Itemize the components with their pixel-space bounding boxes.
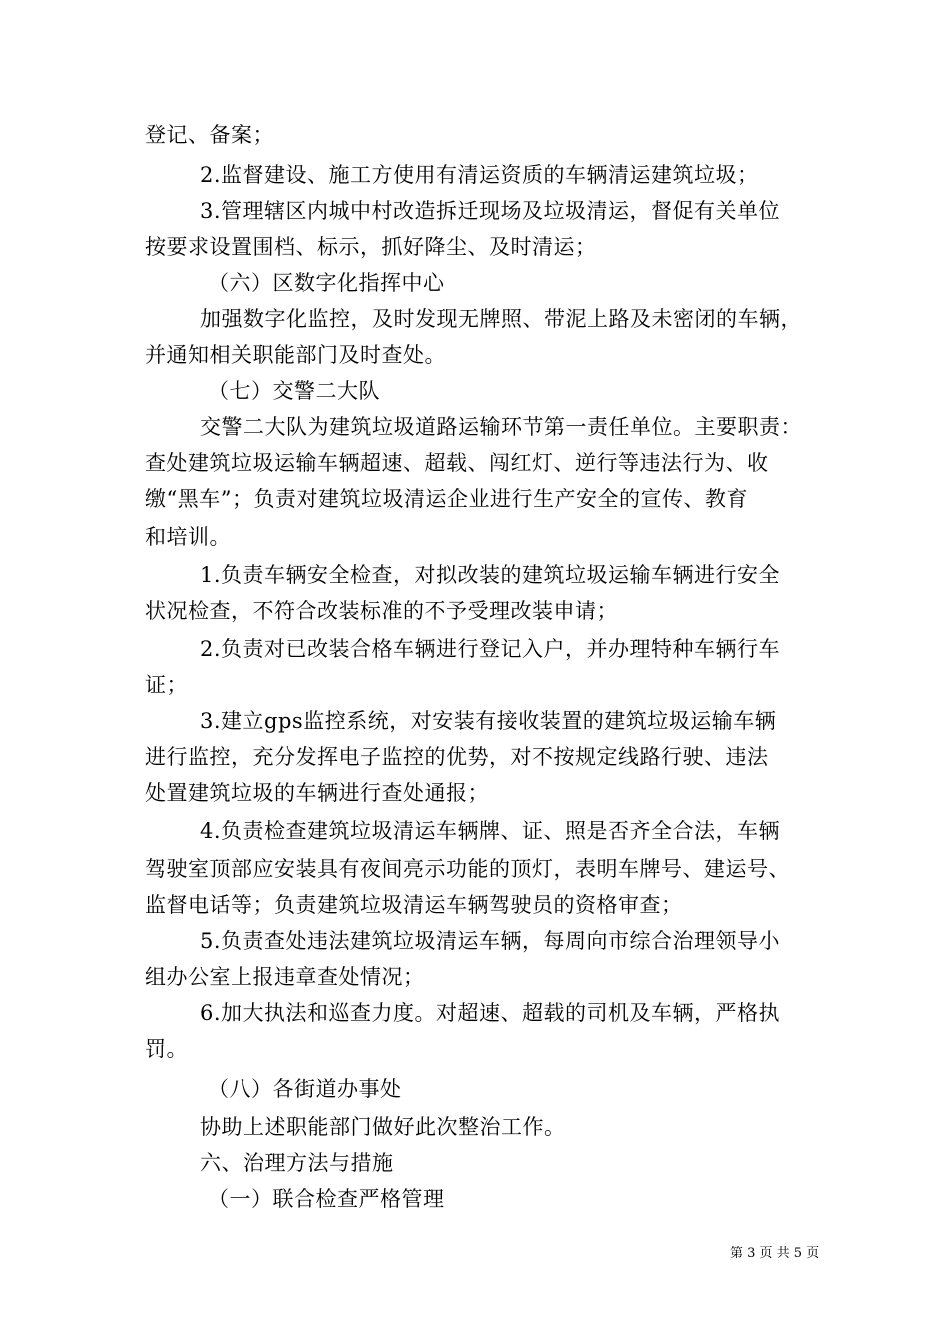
paragraph-line: 并通知相关职能部门及时查处。 bbox=[145, 343, 446, 367]
paragraph-line: 加强数字化监控，及时发现无牌照、带泥上路及未密闭的车辆， bbox=[200, 307, 802, 331]
section-heading: 六、治理方法与措施 bbox=[200, 1151, 394, 1175]
paragraph-line: 按要求设置围档、标示，抓好降尘、及时清运； bbox=[145, 235, 597, 259]
paragraph-line: 查处建筑垃圾运输车辆超速、超载、闯红灯、逆行等违法行为、收 bbox=[145, 451, 769, 475]
section-heading: （七）交警二大队 bbox=[208, 379, 380, 403]
paragraph-line: 交警二大队为建筑垃圾道路运输环节第一责任单位。主要职责： bbox=[200, 415, 802, 439]
paragraph-line: 驾驶室顶部应安装具有夜间亮示功能的顶灯，表明车牌号、建运号、 bbox=[145, 857, 790, 881]
paragraph-line: 证； bbox=[145, 673, 188, 697]
paragraph-line: 4.负责检查建筑垃圾清运车辆牌、证、照是否齐全合法，车辆 bbox=[200, 819, 781, 843]
paragraph-line: 5.负责查处违法建筑垃圾清运车辆，每周向市综合治理领导小 bbox=[200, 929, 781, 953]
paragraph-line: 1.负责车辆安全检查，对拟改装的建筑垃圾运输车辆进行安全 bbox=[200, 563, 781, 587]
paragraph-line: 3.管理辖区内城中村改造拆迁现场及垃圾清运，督促有关单位 bbox=[200, 199, 781, 223]
paragraph-line: 监督电话等；负责建筑垃圾清运车辆驾驶员的资格审查； bbox=[145, 893, 683, 917]
paragraph-line: 和培训。 bbox=[145, 525, 231, 549]
paragraph-line: 缴“黑车”；负责对建筑垃圾清运企业进行生产安全的宣传、教育 bbox=[145, 487, 748, 511]
paragraph-line: 组办公室上报违章查处情况； bbox=[145, 965, 425, 989]
page-number: 第 3 页 共 5 页 bbox=[730, 1246, 820, 1261]
paragraph-line: 3.建立gps监控系统，对安装有接收装置的建筑垃圾运输车辆 bbox=[200, 709, 777, 733]
paragraph-line: 2.负责对已改装合格车辆进行登记入户，并办理特种车辆行车 bbox=[200, 637, 781, 661]
paragraph-line: 处置建筑垃圾的车辆进行查处通报； bbox=[145, 781, 489, 805]
paragraph-line: 6.加大执法和巡查力度。对超速、超载的司机及车辆，严格执 bbox=[200, 1001, 781, 1025]
section-heading: （六）区数字化指挥中心 bbox=[208, 271, 445, 295]
paragraph-line: 协助上述职能部门做好此次整治工作。 bbox=[200, 1115, 566, 1139]
paragraph-line: 进行监控，充分发挥电子监控的优势，对不按规定线路行驶、违法 bbox=[145, 745, 769, 769]
paragraph-line: 状况检查，不符合改装标准的不予受理改装申请； bbox=[145, 599, 618, 623]
paragraph-line: 登记、备案； bbox=[145, 123, 274, 147]
section-heading: （八）各街道办事处 bbox=[208, 1077, 402, 1101]
section-heading: （一）联合检查严格管理 bbox=[208, 1187, 445, 1211]
paragraph-line: 2.监督建设、施工方使用有清运资质的车辆清运建筑垃圾； bbox=[200, 163, 759, 187]
paragraph-line: 罚。 bbox=[145, 1037, 188, 1061]
